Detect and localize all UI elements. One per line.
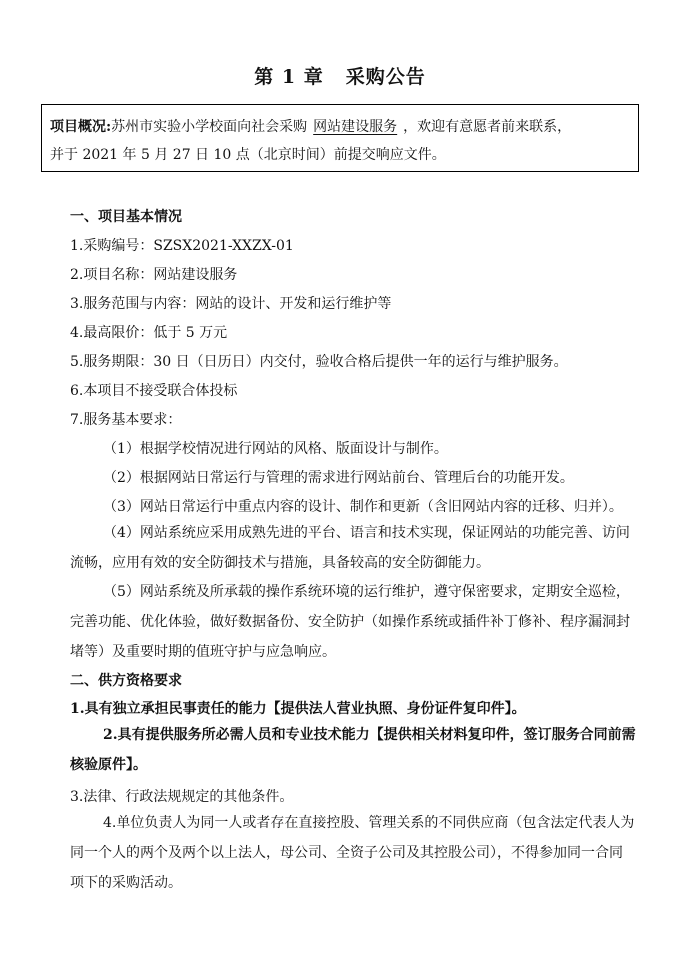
project-overview-box [41, 104, 639, 172]
qualification-item: 4.单位负责人为同一人或者存在直接控股、管理关系的不同供应商（包含法定代表人为同一个人的两个及两个以上法人，母公司、全资子公司及其控股公司），不得参加同一合同项下的采购活动。 [70, 815, 635, 891]
qualification-item: 1.具有独立承担民事责任的能力【提供法人营业执照、身份证件复印件】。 [70, 701, 526, 717]
overview-text-after: ，欢迎有意愿者前来联系， [403, 119, 572, 135]
overview-text: 苏州市实验小学校面向社会采购 [111, 119, 308, 135]
requirement-item: （3）网站日常运行中重点内容的设计、制作和更新（含旧网站内容的迁移、归并）。 [103, 499, 623, 515]
list-item: 7.服务基本要求： [70, 412, 182, 428]
section-heading-qualifications: 二、供方资格要求 [70, 673, 182, 689]
qualification-item: 3.法律、行政法规规定的其他条件。 [70, 789, 294, 805]
chapter-number: 第 1 章 [254, 66, 324, 88]
list-item: 3.服务范围与内容：网站的设计、开发和运行维护等 [70, 296, 392, 312]
requirement-item: （1）根据学校情况进行网站的风格、版面设计与制作。 [103, 441, 448, 457]
list-item: 5.服务期限：30 日（日历日）内交付，验收合格后提供一年的运行与维护服务。 [70, 354, 568, 370]
section-heading-basic-info: 一、项目基本情况 [70, 209, 182, 225]
page-title [0, 62, 680, 89]
requirement-item: （5）网站系统及所承载的操作系统环境的运行维护，遵守保密要求，定期安全巡检，完善功能、优化体验，做好数据备份、安全防护（如操作系统或插件补丁修补、程序漏洞封堵等）及重要时期的值班守护与应急响应。 [70, 584, 630, 660]
overview-deadline: 并于 2021 年 5 月 27 日 10 点（北京时间）前提交响应文件。 [50, 147, 446, 163]
overview-label: 项目概况: [50, 119, 112, 135]
qualification-item: 2.具有提供服务所必需人员和专业技术能力【提供相关材料复印件，签订服务合同前需核验原件】。 [70, 727, 636, 773]
overview-project-name: 网站建设服务 [313, 119, 398, 135]
list-item: 6.本项目不接受联合体投标 [70, 383, 238, 399]
requirement-item: （2）根据网站日常运行与管理的需求进行网站前台、管理后台的功能开发。 [103, 470, 574, 486]
chapter-name: 采购公告 [345, 66, 426, 88]
list-item: 1.采购编号：SZSX2021-XXZX-01 [70, 238, 294, 254]
list-item: 2.项目名称：网站建设服务 [70, 267, 238, 283]
list-item: 4.最高限价：低于 5 万元 [70, 325, 228, 341]
requirement-item: （4）网站系统应采用成熟先进的平台、语言和技术实现，保证网站的功能完善、访问流畅，应用有效的安全防御技术与措施，具备较高的安全防御能力。 [70, 525, 630, 571]
